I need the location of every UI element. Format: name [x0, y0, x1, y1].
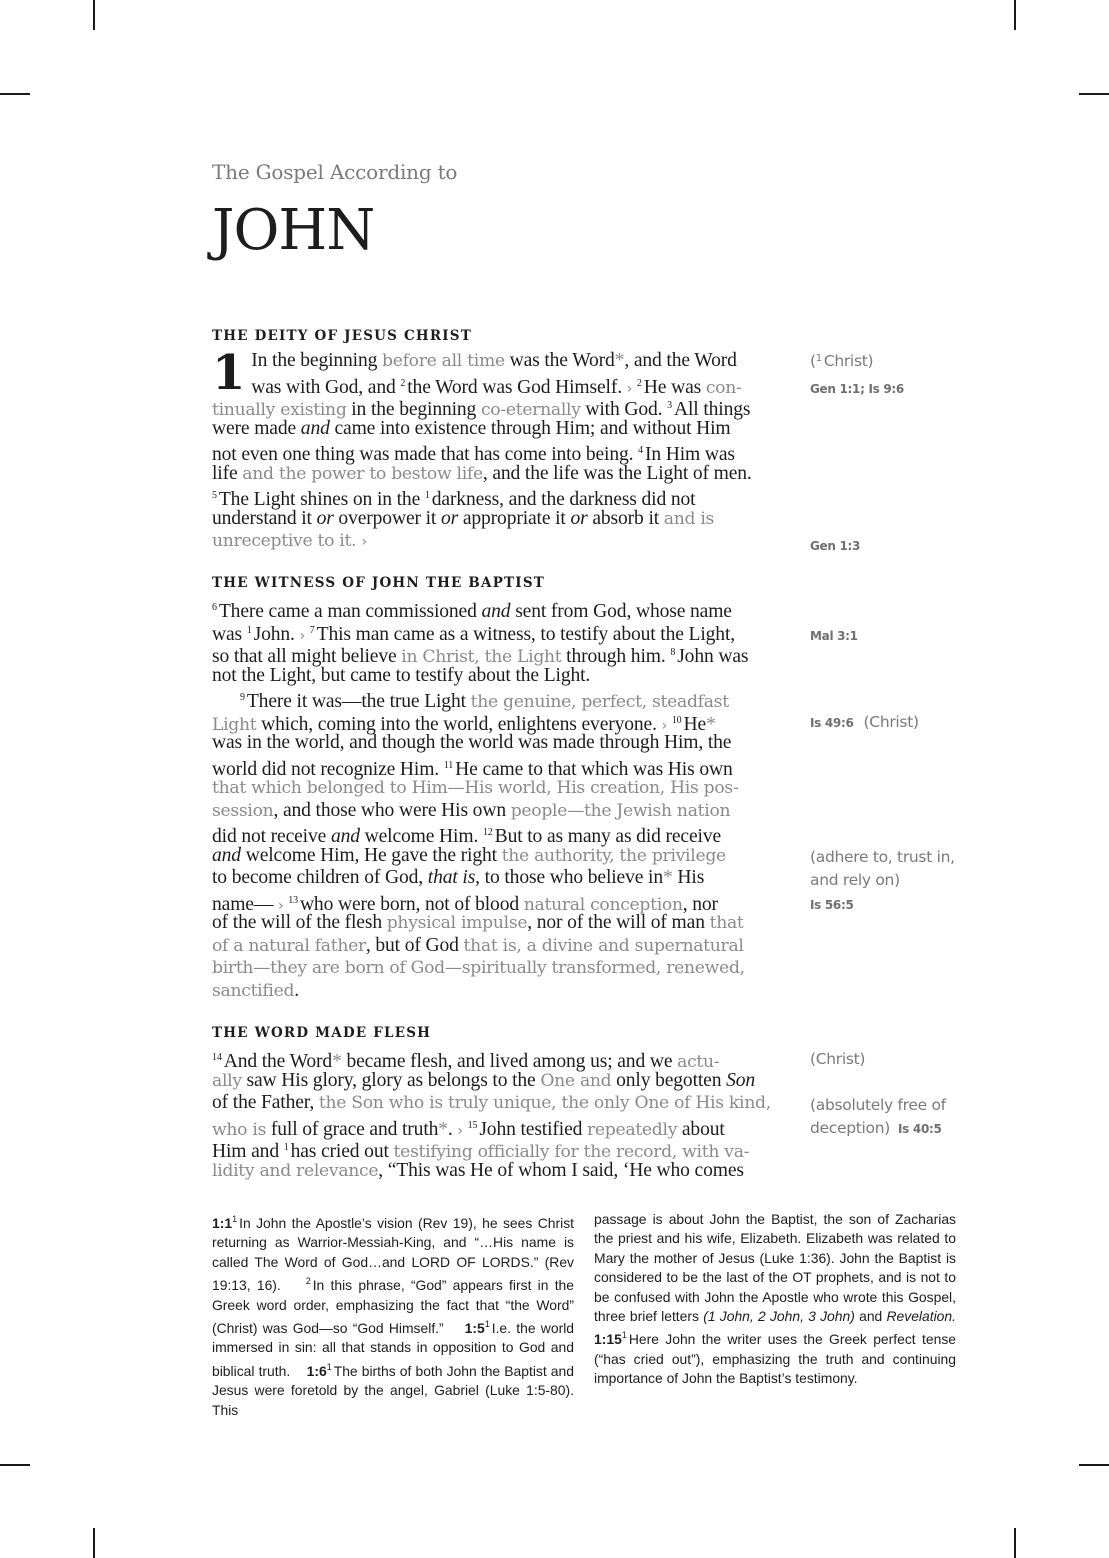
crop-mark: [93, 1528, 95, 1558]
cross-ref-arrow-icon: ›: [661, 717, 668, 734]
crop-mark: [1079, 1464, 1109, 1466]
cross-reference[interactable]: Gen 1:1; Is 9:6: [810, 382, 904, 396]
section-heading: THE DEITY OF JESUS CHRIST: [212, 328, 473, 344]
cross-ref-arrow-icon: ›: [626, 380, 633, 397]
cross-reference[interactable]: Mal 3:1: [810, 629, 858, 643]
crop-mark: [93, 0, 95, 30]
crop-mark: [0, 93, 30, 95]
book-kicker: The Gospel According to: [212, 160, 458, 184]
crop-mark: [0, 1464, 30, 1466]
section-deity: [212, 326, 792, 553]
crop-mark: [1079, 93, 1109, 95]
margin-note: and rely on): [810, 871, 900, 889]
crop-mark: [1014, 0, 1016, 30]
margin-note: ($^1$ Christ): [810, 352, 874, 370]
cross-reference[interactable]: Is 56:5: [810, 898, 854, 912]
section-witness: [212, 573, 792, 1002]
cross-reference[interactable]: Is 40:5: [898, 1122, 942, 1136]
book-title: JOHN: [212, 198, 375, 263]
margin-note: Is 49:6 (Christ): [810, 713, 919, 731]
footnotes-left: $1:1^1$ In John the Apostle’s vision (Rev 19), he sees Christ returning as Warrior-Messiah-King, and “…His name is called The Word of God…and LORD OF LORDS.” (Rev 19:13, 16). $^2$ In this phrase, “God” appears first in the Greek word order, emphasizing the fact that “the Word” (Christ) was God—so “God Himself.” $1:5^1$ I.e. the world immersed in sin: all that stands in opposition to God and biblical truth. $1:6^1$ The births of both John the Baptist and Jesus were foretold by the angel, Gabriel (Luke 1:5-80). This: [212, 1214, 575, 1418]
footnotes-right: passage is about John the Baptist, the son of Zacharias the priest and his wife, Elizabeth. Elizabeth was related to Mary the mother of Jesus (Luke 1:36). John the Baptist is considered to be the last of the OT prophets, and is not to be confused with John the Apostle who wrote this Gospel, three brief letters (1 John, 2 John, 3 John) and Revelation. $1:15^1$ Here John the writer uses the Greek perfect tense (“has cried out”), emphasizing the truth and continuing importance of John the Baptist’s testimony.: [594, 1211, 956, 1387]
passage: $^{14}$ And the Word* became flesh, and lived among us; and we actu- ally saw His glory, glory as belongs to the One and only begotten Son of the Father, the Son who is truly unique, the only One of His kind, who is full of grace and truth*. › $^{15}$ John testified repeatedly about Him and $^1$ has cried out testifying officially for the record, with va- lidity and relevance, “This was He of whom I said, ‘He who comes: [212, 1051, 771, 1181]
margin-note: (absolutely free of: [810, 1096, 946, 1114]
section-word-flesh: [212, 1023, 792, 1182]
chapter-number: 1: [212, 345, 246, 401]
passage: 1 In the beginning before all time was the Word*, and the Word was with God, and $^2$ the Word was God Himself. › $^2$ He was con- tinually existing in the beginning co-eternally with God. $^3$ All things were made and came into existence through Him; and without Him not even one thing was made that has come into being. $^4$ In Him was life and the power to bestow life, and the life was the Light of men. $^5$ The Light shines on in the $^1$ darkness, and the darkness did not understand it or overpower it or appropriate it or absorb it and is unreceptive to it. ›: [212, 345, 752, 551]
margin-note: deception) Is 40:5: [810, 1119, 942, 1137]
cross-ref-arrow-icon: ›: [299, 627, 306, 644]
cross-ref-arrow-icon: ›: [457, 1122, 463, 1139]
cross-ref-arrow-icon: ›: [278, 897, 284, 914]
margin-note: (Christ): [810, 1050, 866, 1068]
passage: $^6$ There came a man commissioned and sent from God, whose name was $^1$ John. › $^7$ This man came as a witness, to testify about the Light, so that all might believe in Christ, the Light through him. $^8$ John was not the Light, but came to testify about the Light. $^9$ There it was—the true Light the genuine, perfect, steadfast Light which, coming into the world, enlightens everyone. › $^{10}$ He* was in the world, and though the world was made through Him, the world did not recognize Him. $^{11}$ He came to that which was His own that which belonged to Him—His world, His creation, His pos- session, and those who were His own people—the Jewish nation did not receive and welcome Him. $^{12}$ But to as many as did receive and welcome Him, He gave the right the authority, the privilege to become children of God, that is, to those who believe in* His name— › $^{13}$ who were born, not of blood natural conception, nor of the will of the flesh physical impulse, nor of the will of man that of a natural father, but of God that is, a divine and supernatural birth—they are born of God—spiritually transformed, renewed, sanctified.: [212, 601, 749, 1001]
section-heading: THE WITNESS OF JOHN THE BAPTIST: [212, 575, 546, 591]
crop-mark: [1014, 1528, 1016, 1558]
section-heading: THE WORD MADE FLESH: [212, 1025, 432, 1041]
margin-note: (adhere to, trust in,: [810, 848, 955, 866]
cross-reference[interactable]: Is 49:6: [810, 716, 854, 730]
cross-reference[interactable]: Gen 1:3: [810, 539, 861, 553]
cross-ref-arrow-icon: ›: [361, 534, 367, 550]
